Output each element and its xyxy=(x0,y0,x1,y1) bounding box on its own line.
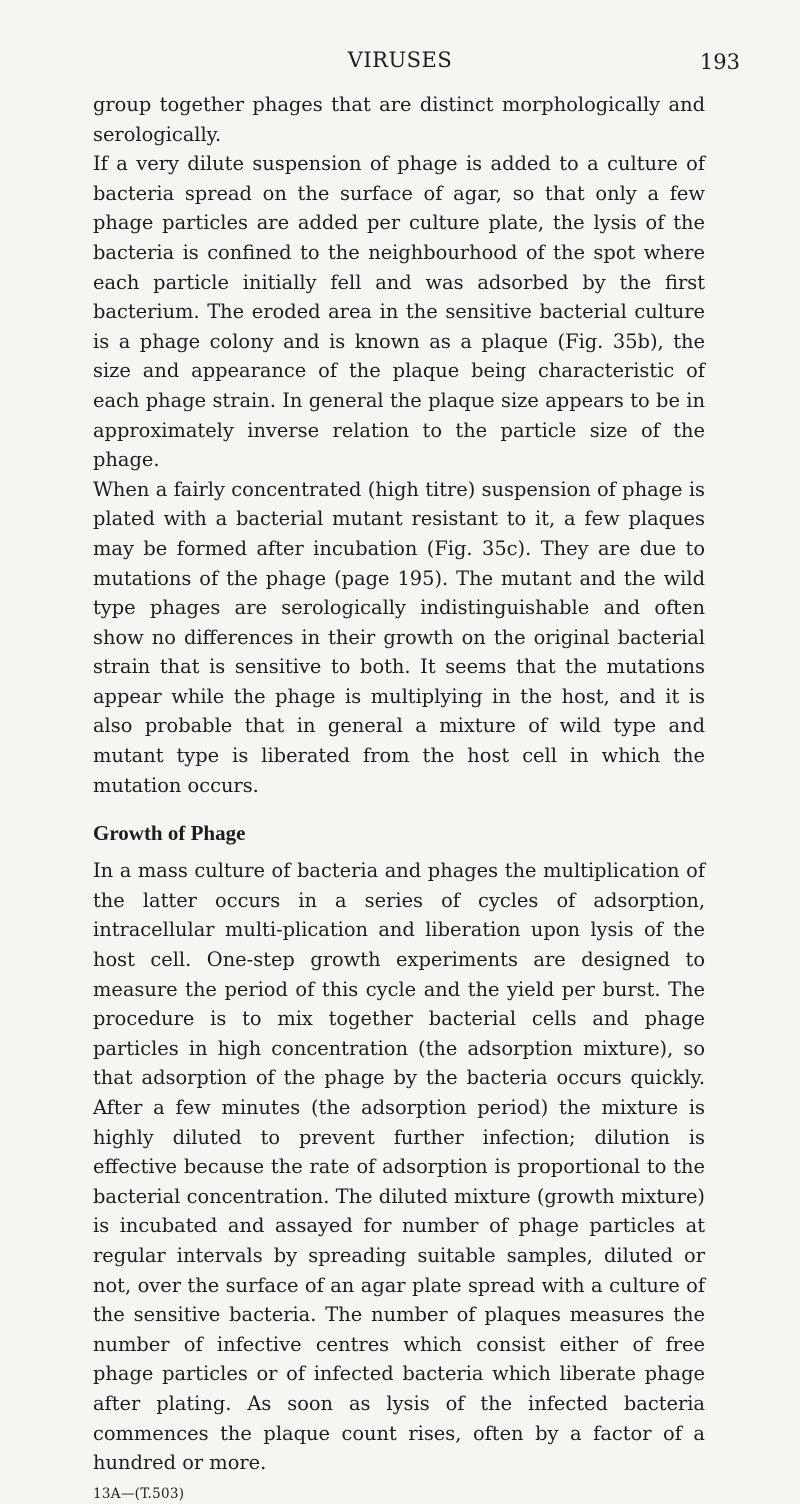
printer-signature: 13A—(T.503) xyxy=(93,1485,185,1502)
paragraph-continuation: group together phages that are distinct morphologically and serologically. xyxy=(93,93,705,146)
running-head xyxy=(60,48,740,82)
paragraph-growth: In a mass culture of bacteria and phages the multiplication of the latter occurs in a series of cycles of adsorption, intracellular multi-plication and liberation upon lysis of the host cell. One-step growth experiments are designed to measure the period of this cycle and the yield per burst. The procedure is to mix together bacterial cells and phage particles in high concentration (the adsorption mixture), so that adsorption of the phage by the bacteria occurs quickly. After a few minutes (the adsorption period) the mixture is highly diluted to prevent further infection; dilution is effective because the rate of adsorption is proportional to the bacterial concentration. The diluted mixture (growth mixture) is incubated and assayed for number of phage particles at regular intervals by spreading suitable samples, diluted or not, over the surface of an agar plate spread with a culture of the sensitive bacteria. The number of plaques measures the number of infective centres which consist either of free phage particles or of infected bacteria which liberate phage after plating. As soon as lysis of the infected bacteria commences the plaque count rises, often by a factor of a hundred or more. xyxy=(93,859,705,1475)
paragraph-mutants: When a fairly concentrated (high titre) suspension of phage is plated with a bacterial mutant resistant to it, a few plaques may be formed after incubation (Fig. 35c). They are due to mutations of the phage (page 195). The mutant and the wild type phages are serologically indistinguishable and often show no differences in their growth on the original bacterial strain that is sensitive to both. It seems that the mutations appear while the phage is multiplying in the host, and it is also probable that in general a mixture of wild type and mutant type is liberated from the host cell in which the mutation occurs. xyxy=(93,477,705,797)
chapter-title: VIRUSES xyxy=(347,48,453,72)
paragraph-plaque: If a very dilute suspension of phage is added to a culture of bacteria spread on the surface of agar, so that only a few phage particles are added per culture plate, the lysis of the bacteria is confined to the neighbourhood of the spot where each particle initially fell and was adsorbed by the first bacterium. The eroded area in the sensitive bacterial culture is a phage colony and is known as a plaque (Fig. 35b), the size and appearance of the plaque being characteristic of each phage strain. In general the plaque size appears to be in approximately inverse relation to the particle size of the phage. xyxy=(93,152,705,472)
page-number: 193 xyxy=(699,50,740,74)
body-text xyxy=(93,90,705,1504)
section-heading: Growth of Phage xyxy=(93,821,246,846)
